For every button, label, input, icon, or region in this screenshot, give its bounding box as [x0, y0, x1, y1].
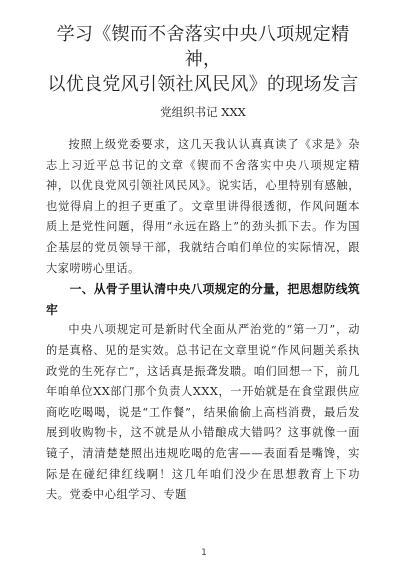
- document-title: [46, 22, 360, 97]
- document-body: [46, 135, 360, 506]
- title-line-2: 以优良党风引领社风民风》的现场发言: [47, 74, 359, 95]
- title-line-1: 学习《锲而不舍落实中央八项规定精神，: [56, 24, 350, 70]
- paragraph-section-1: 中央八项规定可是新时代全面从严治党的“第一刀”，动的是真格、见的是实效。总书记在文章里说“作风问题关系执政党的生死存亡”，这话真是振聋发聩。咱们回想一下，前几年咱单位XX部门那个负责人XXX，一开始就是在食堂跟供应商吃吃喝喝，说是“工作餐”，结果偷偷上高档消费，最后发展到收购物卡，这不就是从小错酿成大错吗？这事就像一面镜子，清清楚楚照出违规吃喝的危害——表面看是嘴馋，实际是在碰纪律红线啊！这几年咱们没少在思想教育上下功夫。党委中心组学习、专题: [46, 323, 360, 502]
- section-heading-1: 一、从骨子里认清中央八项规定的分量，把思想防线筑牢: [46, 282, 360, 317]
- paragraph-intro: 按照上级党委要求，这几天我认认真真读了《求是》杂志上习近平总书记的文章《锲而不舍落实中央八项规定精神，以优良党风引领社风民风》。说实话，心里特别有感触，也觉得肩上的担子更重了。文章里讲得很透彻，作风问题本质上是党性问题，得用“永远在路上”的劲头抓下去。作为国企基层的党员领导干部，我就结合咱们单位的实际情况，跟大家唠唠心里话。: [46, 138, 360, 275]
- author-byline: 党组织书记 XXX: [160, 105, 246, 119]
- page-number: 1: [201, 548, 207, 558]
